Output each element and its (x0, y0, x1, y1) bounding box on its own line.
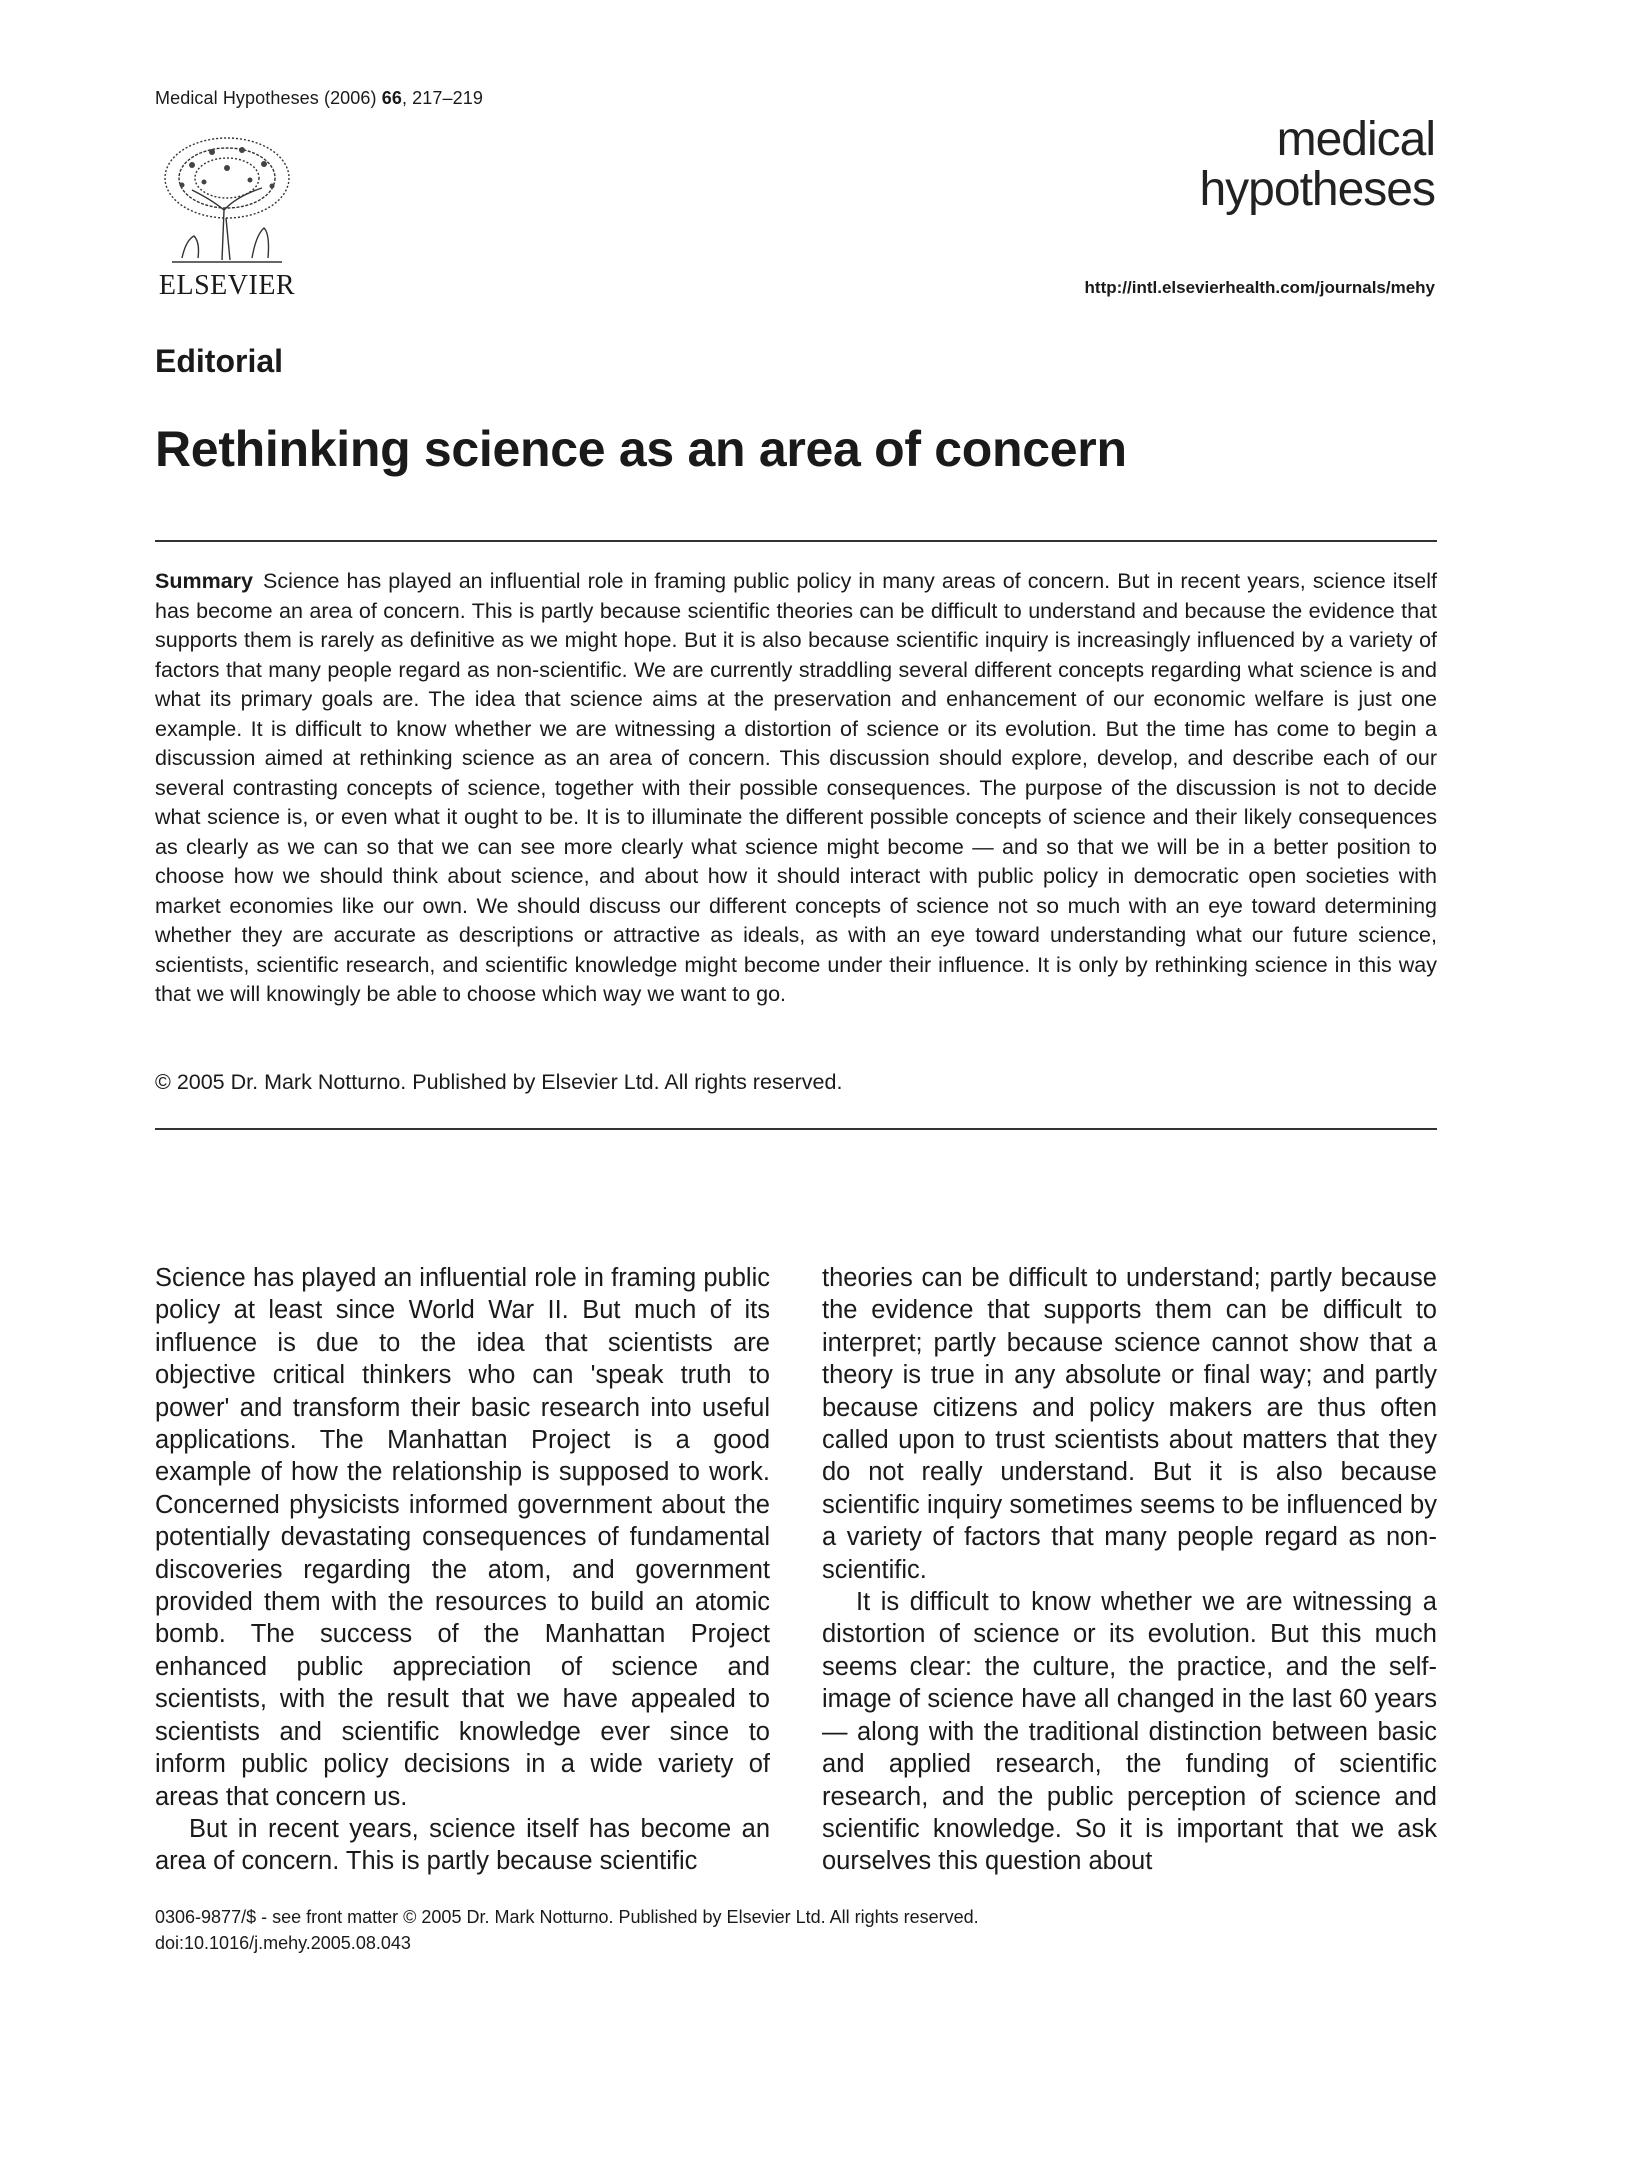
body-paragraph: It is difficult to know whether we are witnessing a distortion of science or its evolution. But this much seems clear: the culture, the practice, and the self-image of science have all changed in the last 60 years — along with the traditional distinction between basic and applied research, the funding of scientific research, and the public perception of science and scientific knowledge. So it is important that we ask ourselves this question about (822, 1588, 1437, 1876)
body-paragraph: theories can be difficult to understand; partly because the evidence that supports them can be difficult to interpret; partly because science cannot show that a theory is true in any absolute or final way; and partly because citizens and policy makers are thus often called upon to trust scientists about matters that they do not really understand. But it is also because scientific inquiry sometimes seems to be influenced by a variety of factors that many people regard as non-scientific. (822, 1264, 1437, 1584)
footer-front-matter: 0306-9877/$ - see front matter © 2005 Dr. Mark Notturno. Published by Elsevier Ltd. All rights reserved. (155, 1907, 979, 1927)
body-column-right (822, 1262, 1437, 1878)
page-footer (155, 1904, 979, 1956)
section-label: Editorial (155, 343, 284, 379)
abstract-heading: Summary (155, 569, 253, 593)
abstract (155, 567, 1437, 1010)
body-paragraph: But in recent years, science itself has become an area of concern. This is partly because scientific (155, 1814, 770, 1876)
body-paragraph: Science has played an influential role in framing public policy at least since World War II. But much of its influence is due to the idea that scientists are objective critical thinkers who can 'speak truth to power' and transform their basic research into useful applications. The Manhattan Project is a good example of how the relationship is supposed to work. Concerned physicists informed government about the potentially devastating consequences of fundamental discoveries regarding the atom, and government provided them with the resources to build an atomic bomb. The success of the Manhattan Project enhanced public appreciation of science and scientists, with the result that we have appealed to scientists and scientific knowledge ever since to inform public policy decisions in a wide variety of areas that concern us. (155, 1264, 770, 1811)
journal-name-line2: hypotheses (1199, 163, 1435, 216)
article-title: Rethinking science as an area of concern (155, 421, 1127, 477)
publisher-name: ELSEVIER (158, 270, 296, 301)
citation-volume: 66 (381, 88, 402, 108)
abstract-copyright: © 2005 Dr. Mark Notturno. Published by Elsevier Ltd. All rights reserved. (155, 1070, 843, 1094)
abstract-bottom-divider (155, 1128, 1437, 1130)
body-column-left (155, 1262, 770, 1878)
journal-citation (155, 88, 483, 109)
abstract-top-divider (155, 540, 1437, 542)
journal-url[interactable]: http://intl.elsevierhealth.com/journals/mehy (1084, 278, 1435, 297)
citation-journal: Medical Hypotheses (2006) (155, 88, 377, 108)
abstract-text: Science has played an influential role in framing public policy in many areas of concern. But in recent years, science itself has become an area of concern. This is partly because scientific theories can be difficult to understand and because the evidence that supports them is rarely as definitive as we might hope. But it is also because scientific inquiry is increasingly influenced by a variety of factors that many people regard as non-scientific. We are currently straddling several different concepts regarding what science is and what its primary goals are. The idea that science aims at the preservation and enhancement of our economic welfare is just one example. It is difficult to know whether we are witnessing a distortion of science or its evolution. But the time has come to begin a discussion aimed at rethinking science as an area of concern. This discussion should explore, develop, and describe each of our several contrasting concepts of science, together with their possible consequences. The purpose of the discussion is not to decide what science is, or even what it ought to be. It is to illuminate the different possible concepts of science and their likely consequences as clearly as we can so that we can see more clearly what science might become — and so that we will be in a better position to choose how we should think about science, and about how it should interact with public policy in democratic open societies with market economies like our own. We should discuss our different concepts of science not so much with an eye toward determining whether they are accurate as descriptions or attractive as ideals, as with an eye toward understanding what our future science, scientists, scientific research, and scientific knowledge might become under their influence. It is only by rethinking science in this way that we will knowingly be able to choose which way we want to go. (155, 569, 1437, 1006)
journal-name-line1: medical (1276, 113, 1435, 166)
journal-name (1199, 115, 1435, 215)
footer-doi[interactable]: doi:10.1016/j.mehy.2005.08.043 (155, 1933, 411, 1953)
citation-pages: , 217–219 (401, 88, 483, 108)
